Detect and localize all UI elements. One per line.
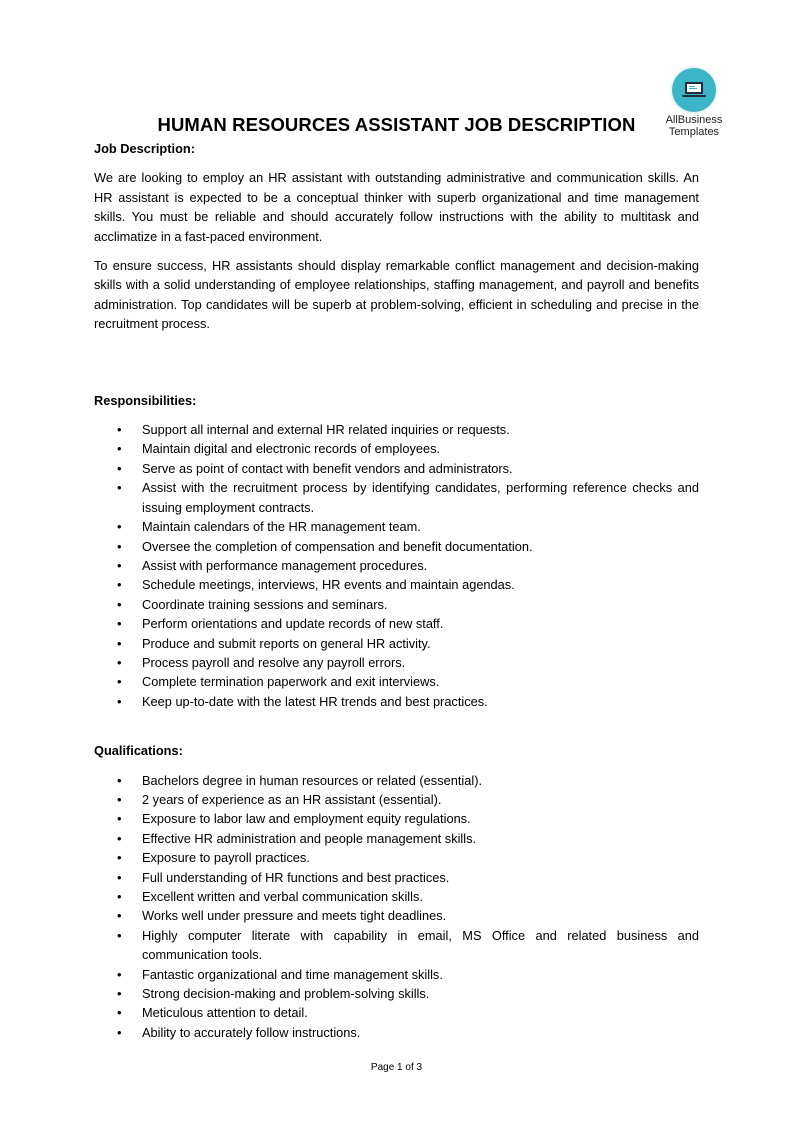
list-item: • Exposure to labor law and employment equity regulations. — [94, 809, 699, 828]
logo-badge — [672, 68, 716, 112]
list-item: • Perform orientations and update records of new staff. — [94, 614, 699, 633]
list-item: • Complete termination paperwork and exit interviews. — [94, 672, 699, 691]
qualifications-list — [94, 771, 699, 1043]
list-item: • Keep up-to-date with the latest HR trends and best practices. — [94, 692, 699, 711]
qualifications-heading: Qualifications: — [94, 743, 183, 759]
laptop-icon — [680, 78, 708, 102]
list-item: • Highly computer literate with capability in email, MS Office and related business and communication tools. — [94, 926, 699, 965]
list-item: • Strong decision-making and problem-solving skills. — [94, 984, 699, 1003]
responsibilities-section — [94, 391, 699, 712]
list-item: • Oversee the completion of compensation and benefit documentation. — [94, 537, 699, 556]
list-item: • Schedule meetings, interviews, HR events and maintain agendas. — [94, 575, 699, 594]
list-item: • Coordinate training sessions and seminars. — [94, 595, 699, 614]
list-item: • Exposure to payroll practices. — [94, 848, 699, 867]
list-item: • Bachelors degree in human resources or related (essential). — [94, 771, 699, 790]
page-number: Page 1 of 3 — [370, 1062, 423, 1073]
list-item: • 2 years of experience as an HR assistant (essential). — [94, 790, 699, 809]
list-item: • Fantastic organizational and time management skills. — [94, 965, 699, 984]
list-item: • Full understanding of HR functions and best practices. — [94, 868, 699, 887]
responsibilities-list — [94, 420, 699, 711]
list-item: • Assist with the recruitment process by identifying candidates, performing reference checks and issuing employment contracts. — [94, 478, 699, 517]
job-description-paragraph-1: We are looking to employ an HR assistant with outstanding administrative and communication skills. An HR assistant is expected to be a conceptual thinker with superb organizational and time management skills. You must be reliable and should accurately follow instructions with the ability to multitask and acclimatize in a fast-paced environment. — [94, 170, 699, 244]
job-description-section — [94, 139, 699, 334]
list-item: • Meticulous attention to detail. — [94, 1003, 699, 1022]
logo-line-2: Templates — [668, 126, 720, 138]
list-item: • Produce and submit reports on general HR activity. — [94, 634, 699, 653]
logo-line-1: AllBusiness — [665, 114, 723, 126]
list-item: • Works well under pressure and meets tight deadlines. — [94, 906, 699, 925]
list-item: • Maintain digital and electronic records of employees. — [94, 439, 699, 458]
qualifications-section — [94, 741, 699, 1042]
responsibilities-heading: Responsibilities: — [94, 392, 197, 408]
list-item: • Assist with performance management procedures. — [94, 556, 699, 575]
list-item: • Maintain calendars of the HR management team. — [94, 517, 699, 536]
job-description-paragraph-2: To ensure success, HR assistants should display remarkable conflict management and decision-making skills with a solid understanding of employee relationships, staffing management, and payroll and benefits administration. Top candidates will be superb at problem-solving, efficient in scheduling and precise in the recruitment process. — [94, 258, 699, 332]
list-item: • Support all internal and external HR related inquiries or requests. — [94, 420, 699, 439]
list-item: • Process payroll and resolve any payroll errors. — [94, 653, 699, 672]
job-description-heading: Job Description: — [94, 141, 195, 156]
list-item: • Excellent written and verbal communication skills. — [94, 887, 699, 906]
document-body — [94, 139, 699, 1042]
list-item: • Effective HR administration and people management skills. — [94, 829, 699, 848]
document-title: HUMAN RESOURCES ASSISTANT JOB DESCRIPTION — [157, 114, 636, 135]
list-item: • Ability to accurately follow instructions. — [94, 1023, 699, 1042]
list-item: • Serve as point of contact with benefit vendors and administrators. — [94, 459, 699, 478]
